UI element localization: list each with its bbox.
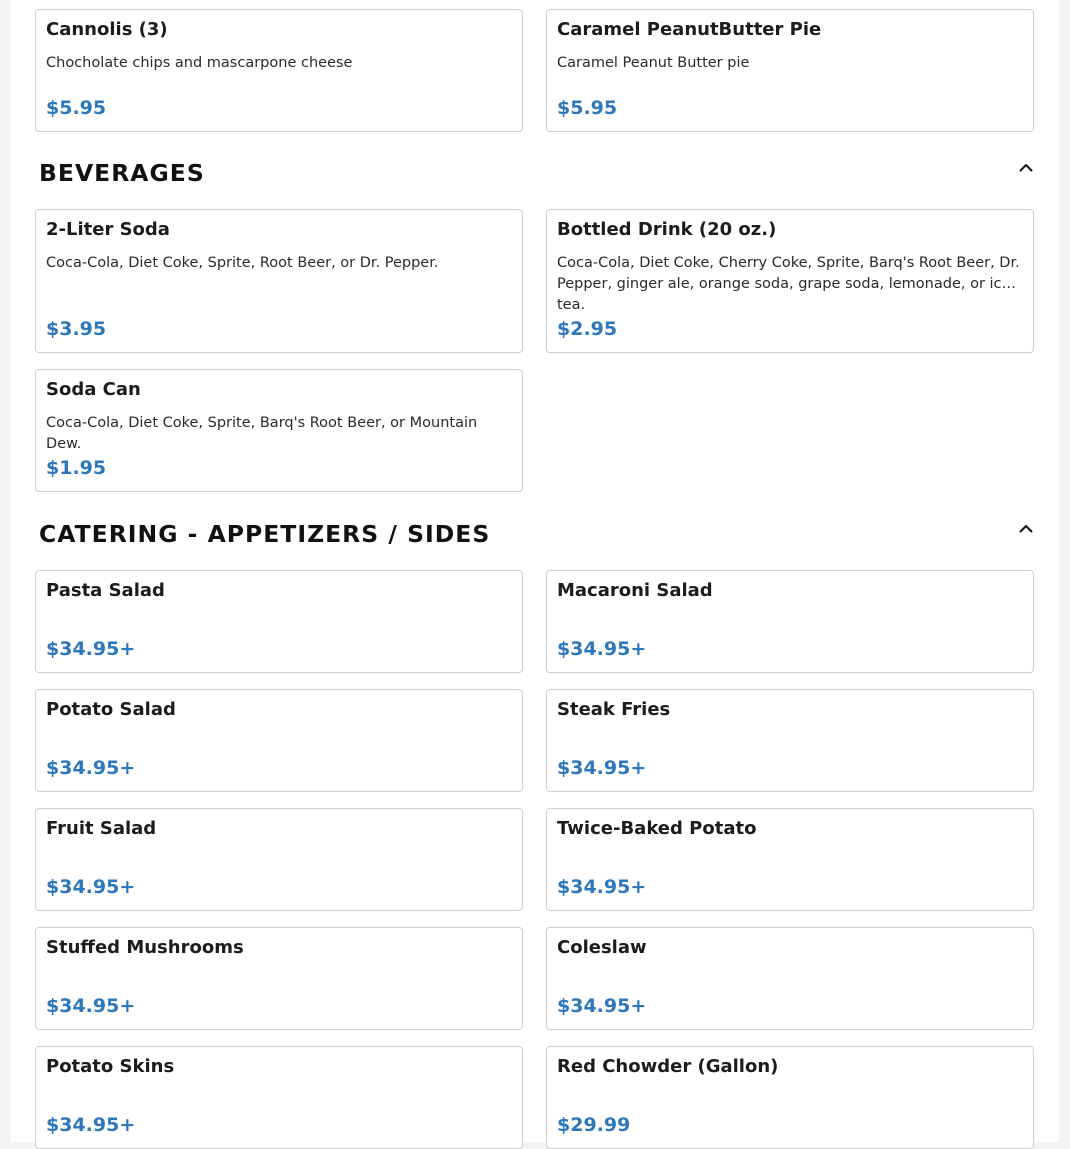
- item-name: Bottled Drink (20 oz.): [557, 219, 777, 240]
- item-description: Coca-Cola, Diet Coke, Sprite, Root Beer, or Dr. Pepper.: [46, 255, 439, 271]
- section-title: BEVERAGES: [39, 159, 205, 187]
- item-name: Fruit Salad: [46, 818, 157, 839]
- item-name: Pasta Salad: [46, 580, 165, 601]
- item-price: $29.99: [557, 1114, 631, 1136]
- menu-item-card[interactable]: [35, 570, 523, 673]
- item-price: $34.95+: [557, 876, 647, 898]
- item-price: $34.95+: [557, 757, 647, 779]
- item-price: $2.95: [557, 318, 618, 340]
- menu-item-card[interactable]: [35, 927, 523, 1030]
- item-name: Red Chowder (Gallon): [557, 1056, 779, 1077]
- item-description: Coca-Cola, Diet Coke, Cherry Coke, Sprite, Barq's Root Beer, Dr. Pepper, ginger ale, orange soda, grape soda, lemonade, or iced tea.: [557, 255, 1020, 313]
- item-name: Potato Salad: [46, 699, 176, 720]
- item-description: Caramel Peanut Butter pie: [557, 55, 750, 71]
- menu-item-card[interactable]: [35, 209, 523, 353]
- item-name: 2-Liter Soda: [46, 219, 170, 240]
- item-name: Steak Fries: [557, 699, 671, 720]
- menu-item-card[interactable]: [35, 9, 523, 132]
- menu-item-card[interactable]: [546, 808, 1034, 911]
- item-name: Soda Can: [46, 379, 141, 400]
- item-price: $34.95+: [46, 995, 136, 1017]
- item-price: $3.95: [46, 318, 107, 340]
- item-name: Twice-Baked Potato: [557, 818, 757, 839]
- item-price: $34.95+: [557, 995, 647, 1017]
- menu-item-card[interactable]: [546, 9, 1034, 132]
- item-price: $34.95+: [46, 757, 136, 779]
- menu-item-card[interactable]: [546, 570, 1034, 673]
- item-name: Caramel PeanutButter Pie: [557, 19, 822, 40]
- item-name: Potato Skins: [46, 1056, 175, 1077]
- section-title: CATERING - APPETIZERS / SIDES: [39, 520, 491, 548]
- menu-item-card[interactable]: [546, 209, 1034, 353]
- catering-grid: [35, 570, 1034, 1149]
- item-description: Coca-Cola, Diet Coke, Sprite, Barq's Root Beer, or Mountain Dew.: [46, 415, 478, 452]
- section-header-beverages[interactable]: [39, 156, 1035, 190]
- section-header-catering[interactable]: [39, 517, 1035, 551]
- item-price: $34.95+: [557, 638, 647, 660]
- item-name: Stuffed Mushrooms: [46, 937, 244, 958]
- item-price: $5.95: [557, 97, 618, 119]
- menu-item-card[interactable]: [546, 927, 1034, 1030]
- menu-item-card[interactable]: [35, 1046, 523, 1149]
- item-price: $34.95+: [46, 876, 136, 898]
- item-price: $34.95+: [46, 1114, 136, 1136]
- menu-item-card[interactable]: [546, 689, 1034, 792]
- item-name: Coleslaw: [557, 937, 647, 958]
- beverages-grid: [35, 209, 1034, 492]
- desserts-grid: [35, 9, 1034, 132]
- chevron-up-icon[interactable]: [1017, 519, 1035, 537]
- menu-item-card[interactable]: [35, 808, 523, 911]
- item-description: Chocholate chips and mascarpone cheese: [46, 55, 353, 71]
- item-price: $34.95+: [46, 638, 136, 660]
- menu-item-card[interactable]: [35, 689, 523, 792]
- menu-item-card[interactable]: [35, 369, 523, 492]
- item-name: Cannolis (3): [46, 19, 168, 40]
- menu-item-card[interactable]: [546, 1046, 1034, 1149]
- item-price: $1.95: [46, 457, 107, 479]
- item-name: Macaroni Salad: [557, 580, 713, 601]
- menu-page: [11, 0, 1059, 1142]
- item-price: $5.95: [46, 97, 107, 119]
- chevron-up-icon[interactable]: [1017, 158, 1035, 176]
